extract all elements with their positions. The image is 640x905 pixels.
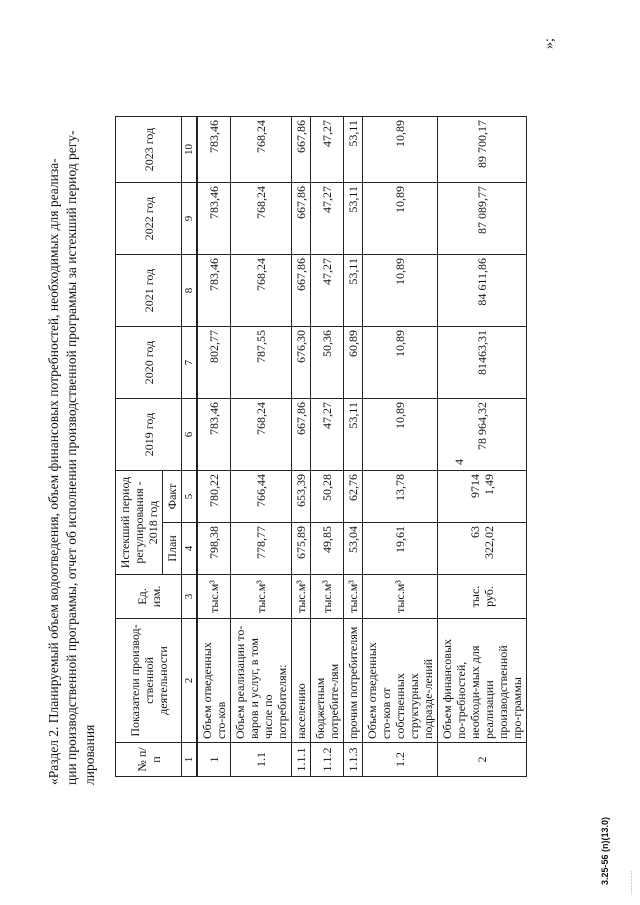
cell-y2023: 47,27 [311,117,344,183]
header-2019: 2019 год [116,399,182,471]
table-row [197,117,231,777]
cell-name: прочим потребителям [344,619,363,743]
cell-num: 1 [197,743,231,777]
cell-num: 1.1 [231,743,292,777]
cell-y2023: 768,24 [231,117,292,183]
cell-y2022: 47,27 [311,183,344,255]
cell-plan: 49,85 [311,523,344,575]
cell-y2022: 667,86 [292,183,311,255]
cell-y2021: 10,89 [363,255,438,327]
cell-y2019: 47,27 [311,399,344,471]
table-row [438,117,527,777]
header-2022: 2022 год [116,183,182,255]
corner-mark: ................ [628,871,634,895]
col-index: 4 [182,523,198,575]
cell-y2021: 84 611,86 [438,255,527,327]
cell-y2020: 60,89 [344,327,363,399]
cell-y2022: 783,46 [197,183,231,255]
col-index: 8 [182,255,198,327]
cell-y2020: 50,36 [311,327,344,399]
cell-y2019: 768,24 [231,399,292,471]
cell-num: 1.2 [363,743,438,777]
cell-y2020: 787,55 [231,327,292,399]
cell-y2021: 768,24 [231,255,292,327]
cell-y2019: 78 964,32 [438,399,527,471]
cell-y2019: 667,86 [292,399,311,471]
cell-y2020: 802,77 [197,327,231,399]
col-index: 5 [182,471,198,523]
header-name: Показатели производ-ственной деятельности [116,619,182,743]
program-table [115,116,527,777]
cell-fact: 653,39 [292,471,311,523]
cell-fact: 9714 1,49 [438,471,527,523]
cell-y2019: 783,46 [197,399,231,471]
cell-y2023: 667,86 [292,117,311,183]
closing-quote: »; [542,38,557,49]
table-row [344,117,363,777]
col-index: 1 [182,743,198,777]
cell-name: Объем отведенных сто-ков от собственных структурных подразде-лений [363,619,438,743]
cell-y2020: 10,89 [363,327,438,399]
cell-y2019: 53,11 [344,399,363,471]
cell-fact: 780,22 [197,471,231,523]
footer-code: 3.25-56 (n)(13.0) [600,816,610,885]
cell-plan: 63 322,02 [438,523,527,575]
cell-y2022: 768,24 [231,183,292,255]
header-num: № п/п [116,743,182,777]
header-fact: Факт [163,471,182,523]
cell-plan: 778,77 [231,523,292,575]
cell-name: Объем отведенных сто-ков [197,619,231,743]
heading-line-2: ции производственной программы, отчет об исполнении производственной программы за истекший период регу- [64,130,79,785]
cell-name: населению [292,619,311,743]
cell-y2021: 667,86 [292,255,311,327]
cell-name: бюджетным потребите-лям [311,619,344,743]
cell-unit: тыс.м³ [292,575,311,619]
header-2020: 2020 год [116,327,182,399]
col-index: 6 [182,399,198,471]
cell-y2022: 10,89 [363,183,438,255]
cell-unit: тыс.м³ [311,575,344,619]
cell-name: Объем финансовых по-требностей, необходи-мых для реализации производственной про-граммы [438,619,527,743]
cell-fact: 766,44 [231,471,292,523]
cell-y2021: 47,27 [311,255,344,327]
cell-unit: тыс.м³ [197,575,231,619]
col-index: 10 [182,117,198,183]
cell-plan: 798,38 [197,523,231,575]
cell-y2020: 676,30 [292,327,311,399]
col-index: 3 [182,575,198,619]
cell-plan: 53,04 [344,523,363,575]
header-plan: План [163,523,182,575]
cell-plan: 675,89 [292,523,311,575]
header-2023: 2023 год [116,117,182,183]
cell-fact: 13,78 [363,471,438,523]
section-heading [45,25,99,785]
col-index: 9 [182,183,198,255]
cell-num: 1.1.3 [344,743,363,777]
heading-line-3: лирования [82,724,97,785]
cell-fact: 50,28 [311,471,344,523]
header-unit: Ед. изм. [116,575,182,619]
col-index: 2 [182,619,198,743]
cell-y2021: 783,46 [197,255,231,327]
cell-y2023: 10,89 [363,117,438,183]
cell-y2023: 89 700,17 [438,117,527,183]
page-number: 4 [452,459,466,465]
cell-num: 1.1.1 [292,743,311,777]
heading-line-1: «Раздел 2. Планируемый объем водоотведения, объем финансовых потребностей, необходимых для реализа- [46,158,61,785]
cell-y2023: 53,11 [344,117,363,183]
cell-y2021: 53,11 [344,255,363,327]
col-index: 7 [182,327,198,399]
cell-y2023: 783,46 [197,117,231,183]
cell-unit: тыс.м³ [231,575,292,619]
cell-fact: 62,76 [344,471,363,523]
cell-unit: тыс. руб. [438,575,527,619]
cell-y2020: 81463,31 [438,327,527,399]
column-index-row [182,117,198,777]
cell-num: 2 [438,743,527,777]
cell-y2022: 53,11 [344,183,363,255]
cell-y2019: 10,89 [363,399,438,471]
header-period: Истекший период регулирования - 2018 год [116,471,163,575]
cell-plan: 19,61 [363,523,438,575]
cell-num: 1.1.2 [311,743,344,777]
table-row [231,117,292,777]
table-row [292,117,311,777]
header-2021: 2021 год [116,255,182,327]
cell-y2022: 87 089,77 [438,183,527,255]
header-row-1 [116,117,163,777]
cell-unit: тыс.м³ [363,575,438,619]
cell-unit: тыс.м³ [344,575,363,619]
table-row [311,117,344,777]
table-body [197,117,527,777]
cell-name: Объем реализации то-варов и услуг, в том числе по потребителям: [231,619,292,743]
table-row [363,117,438,777]
